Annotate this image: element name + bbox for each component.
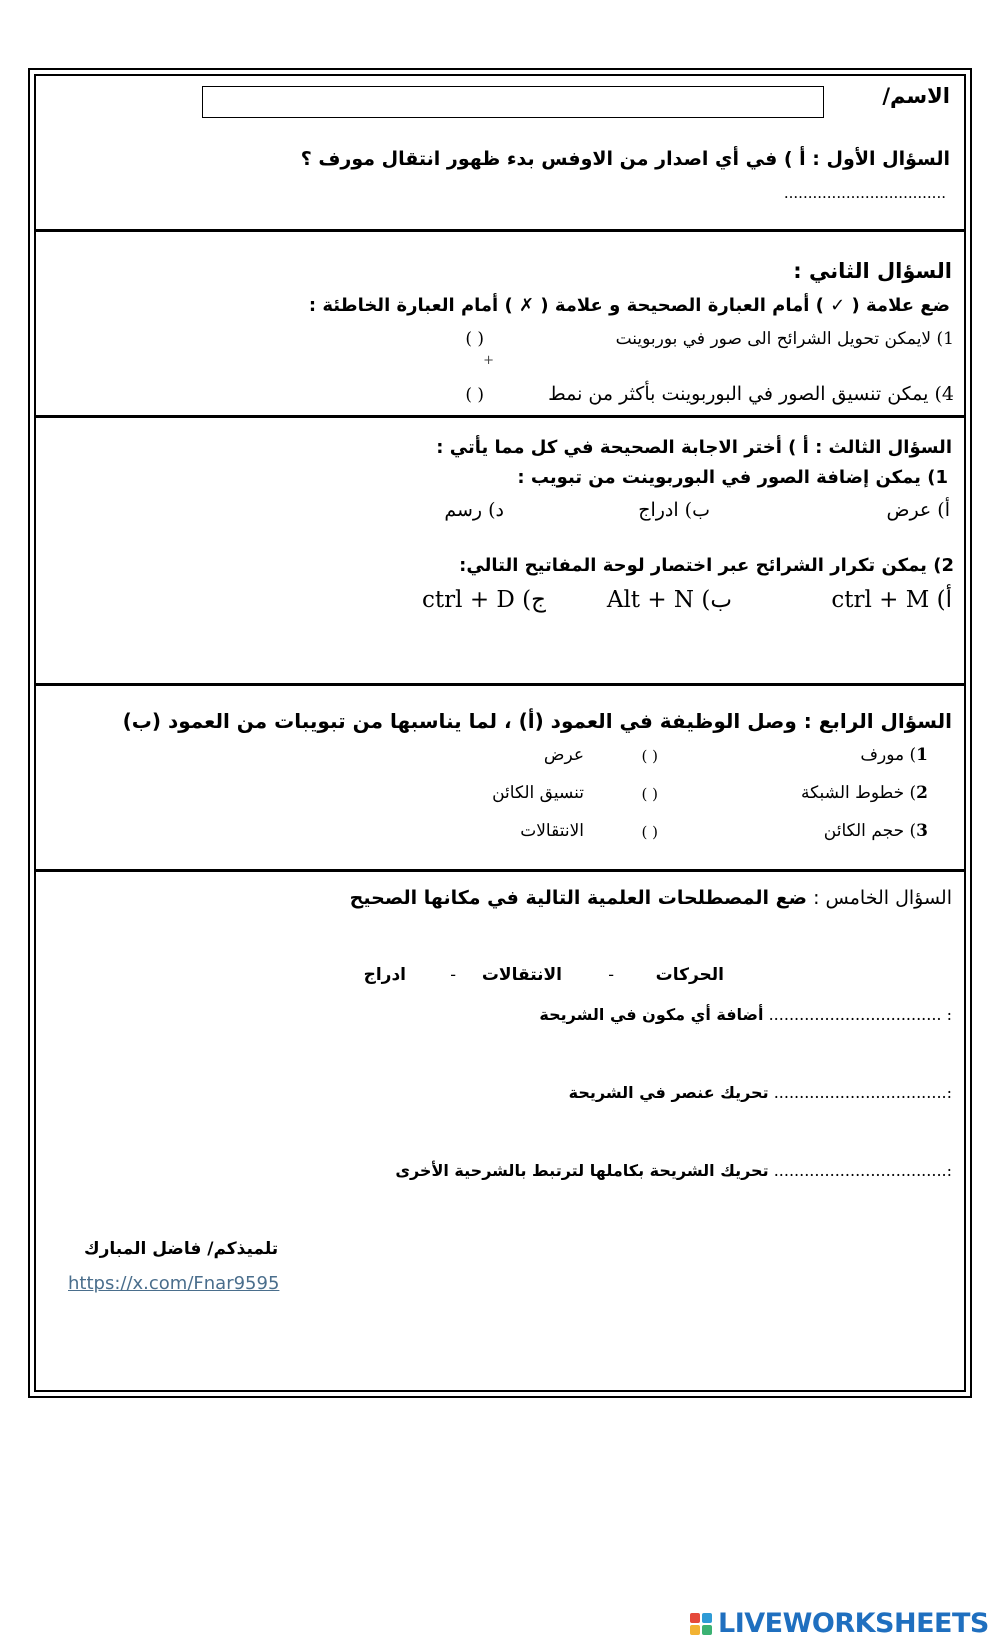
q5-blank-dots[interactable]: : .................................. bbox=[768, 1005, 952, 1024]
section-q4 bbox=[36, 683, 964, 872]
brand-logo-square bbox=[702, 1625, 712, 1635]
q4-row-3 bbox=[824, 821, 928, 841]
q5-blank-dots[interactable]: :.................................. bbox=[773, 1161, 952, 1180]
q4-title: السؤال الرابع : وصل الوظيفة في العمود (أ) ، لما يناسبها من تبويبات من العمود (ب) bbox=[122, 709, 952, 733]
q5-blank-dots[interactable]: :.................................. bbox=[773, 1083, 952, 1102]
q3-p1 bbox=[517, 467, 948, 488]
q2-item-2 bbox=[548, 383, 954, 405]
q5-prefix: السؤال الخامس : bbox=[813, 887, 952, 909]
q5-term-3: ادراج bbox=[363, 965, 406, 985]
q1-answer-dots[interactable]: .................................. bbox=[783, 184, 946, 202]
q5-blank-3 bbox=[395, 1161, 952, 1180]
q2-item-1-answer[interactable]: ( ) bbox=[465, 329, 484, 349]
section-q2 bbox=[36, 229, 964, 418]
section-q5 bbox=[36, 869, 964, 1390]
q1-text: : أ ) في أي اصدار من الاوفس بدء ظهور انتقال مورف ؟ bbox=[300, 148, 820, 170]
author-link[interactable]: https://x.com/Fnar9595 bbox=[68, 1273, 280, 1294]
q4-row-1-right: عرض bbox=[543, 745, 584, 765]
q2-item-num: 1) bbox=[936, 329, 954, 349]
q2-item-text: لايمكن تحويل الشرائح الى صور في بوربوينت bbox=[615, 329, 932, 349]
q5-blank-text: تحريك الشريحة بكاملها لترتبط بالشرحية الأخرى bbox=[395, 1161, 769, 1180]
q2-item-2-answer[interactable]: ( ) bbox=[465, 385, 484, 405]
q4-row-num: 3 bbox=[916, 821, 928, 841]
q3-p1-option-a[interactable]: أ) عرض bbox=[886, 499, 950, 521]
q4-row-left: ) حجم الكائن bbox=[823, 821, 917, 841]
brand-logo-square bbox=[702, 1613, 712, 1623]
q3-p2 bbox=[459, 555, 954, 576]
q4-row-num: 1 bbox=[916, 745, 928, 765]
section-q1 bbox=[36, 76, 964, 232]
q3-p2-option-a[interactable]: أ) ctrl + M bbox=[831, 587, 952, 613]
q5-blank-text: تحريك عنصر في الشريحة bbox=[568, 1083, 769, 1102]
q5-title: ضع المصطلحات العلمية التالية في مكانها الصحيح bbox=[349, 887, 808, 909]
q5-separator: - bbox=[450, 965, 456, 985]
q4-row-num: 2 bbox=[916, 783, 928, 803]
q2-item-text: يمكن تنسيق الصور في البوربوينت بأكثر من نمط bbox=[548, 383, 929, 405]
q5-term-2: الانتقالات bbox=[481, 965, 562, 985]
q4-row-2-right: تنسيق الكائن bbox=[492, 783, 584, 803]
q2-item-1 bbox=[616, 329, 954, 349]
brand-logo-square bbox=[690, 1613, 700, 1623]
name-label: الاسم/ bbox=[882, 84, 950, 108]
q3-p1-text: يمكن إضافة الصور في البوربوينت من تبويب : bbox=[517, 467, 921, 488]
q2-instruction: ضع علامة ( ✓ ) أمام العبارة الصحيحة و علامة ( ✗ ) أمام العبارة الخاطئة : bbox=[308, 295, 950, 316]
q1-prefix: السؤال الأول bbox=[826, 148, 950, 170]
author-credit: تلميذكم/ فاضل المبارك bbox=[84, 1239, 279, 1259]
worksheet bbox=[28, 68, 972, 1398]
q5-blank-2 bbox=[569, 1083, 952, 1102]
plus-mark: + bbox=[483, 353, 494, 368]
q5-separator: - bbox=[608, 965, 614, 985]
q4-row-left: ) خطوط الشبكة bbox=[801, 783, 917, 803]
q5-term-1: الحركات bbox=[655, 965, 724, 985]
q3-p2-num: 2) bbox=[933, 555, 954, 576]
brand-logo-square bbox=[690, 1625, 700, 1635]
q1-line bbox=[301, 148, 950, 170]
q3-p1-num: 1) bbox=[927, 467, 948, 488]
q5-blank-text: أضافة أي مكون في الشريحة bbox=[539, 1005, 764, 1024]
q3-title: السؤال الثالث : أ ) أختر الاجابة الصحيحة في كل مما يأتي : bbox=[436, 437, 952, 458]
q4-row-1-answer[interactable]: ( ) bbox=[641, 747, 658, 765]
section-q3 bbox=[36, 415, 964, 686]
q4-row-2-answer[interactable]: ( ) bbox=[641, 785, 658, 803]
q3-p2-text: يمكن تكرار الشرائح عبر اختصار لوحة المفاتيح التالي: bbox=[459, 555, 927, 576]
worksheet-frame bbox=[34, 74, 966, 1392]
q5-heading bbox=[350, 887, 952, 909]
liveworksheets-brand[interactable] bbox=[690, 1608, 989, 1639]
q2-title: السؤال الثاني : bbox=[793, 259, 952, 283]
q3-p2-option-c[interactable]: ج) ctrl + D bbox=[422, 587, 546, 613]
brand-name: LIVEWORKSHEETS bbox=[718, 1608, 989, 1639]
q4-row-left: ) مورف bbox=[860, 745, 917, 765]
q3-p1-option-d[interactable]: د) رسم bbox=[444, 499, 504, 521]
q4-row-1 bbox=[860, 745, 928, 765]
q4-row-3-right: الانتقالات bbox=[520, 821, 584, 841]
q4-row-3-answer[interactable]: ( ) bbox=[641, 823, 658, 841]
q3-p2-option-b[interactable]: ب) Alt + N bbox=[606, 587, 732, 613]
name-input[interactable] bbox=[202, 86, 824, 118]
brand-logo-icon bbox=[690, 1613, 712, 1635]
q4-row-2 bbox=[801, 783, 928, 803]
q3-p1-option-b[interactable]: ب) ادراج bbox=[638, 499, 710, 521]
q2-item-num: 4) bbox=[934, 383, 954, 405]
q5-blank-1 bbox=[539, 1005, 952, 1024]
